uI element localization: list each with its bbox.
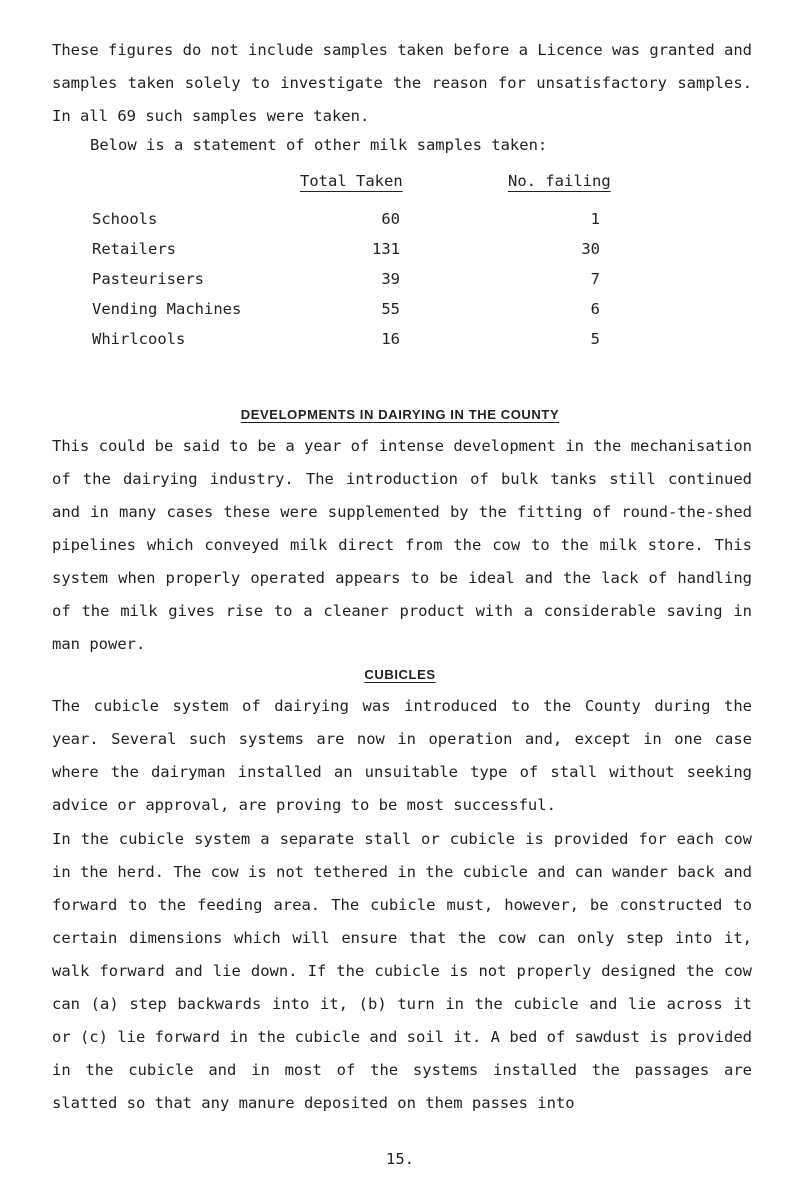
row-total: 60 <box>381 210 400 228</box>
intro-paragraph: These figures do not include samples taken before a Licence was granted and samples taken solely to investigate the reason for unsatisfactory samples. In all 69 such samples were taken. <box>52 41 752 125</box>
row-failing: 5 <box>590 330 600 348</box>
cubicles-heading-text: CUBICLES <box>364 667 436 682</box>
table-row <box>0 240 800 270</box>
header-total-taken: Total Taken <box>300 172 403 190</box>
row-category: Vending Machines <box>92 300 242 318</box>
row-total: 55 <box>381 300 400 318</box>
row-failing: 30 <box>581 240 600 258</box>
page-number: 15. <box>386 1150 414 1168</box>
row-category: Pasteurisers <box>92 270 204 288</box>
row-failing: 6 <box>590 300 600 318</box>
row-total: 16 <box>381 330 400 348</box>
developments-paragraph: This could be said to be a year of intense development in the mechanisation of the dairying industry. The introduction of bulk tanks still continued and in many cases these were supplemented by the fitting of round-the-shed pipelines which conveyed milk direct from the cow to the milk store. This system when properly operated appears to be ideal and the lack of handling of the milk gives rise to a cleaner product with a considerable saving in man power. <box>52 437 752 653</box>
table-row <box>0 330 800 360</box>
row-category: Whirlcools <box>92 330 186 348</box>
table-row <box>0 270 800 300</box>
row-category: Retailers <box>92 240 176 258</box>
row-failing: 1 <box>590 210 600 228</box>
row-total: 39 <box>381 270 400 288</box>
developments-heading-text: DEVELOPMENTS IN DAIRYING IN THE COUNTY <box>240 407 560 422</box>
cubicles-paragraph-2: In the cubicle system a separate stall or cubicle is provided for each cow in the herd. The cow is not tethered in the cubicle and can wander back and forward to the feeding area. The cubicle must, however, be constructed to certain dimensions which will ensure that the cow can only step into it, walk forward and lie down. If the cubicle is not properly designed the cow can (a) step backwards into it, (b) turn in the cubicle and lie across it or (c) lie forward in the cubicle and soil it. A bed of sawdust is provided in the cubicle and in most of the systems installed the passages are slatted so that any manure deposited on them passes into <box>52 830 752 1112</box>
header-no-failing: No. failing <box>508 172 611 190</box>
table-row <box>0 210 800 240</box>
row-failing: 7 <box>590 270 600 288</box>
statement-line: Below is a statement of other milk samples taken: <box>90 136 548 154</box>
cubicles-paragraph-1: The cubicle system of dairying was introduced to the County during the year. Several such systems are now in operation and, except in one case where the dairyman installed an unsuitable type of stall without seeking advice or approval, are proving to be most successful. <box>52 697 752 814</box>
developments-heading <box>0 407 800 422</box>
row-total: 131 <box>372 240 400 258</box>
table-row <box>0 300 800 330</box>
row-category: Schools <box>92 210 158 228</box>
milk-samples-table <box>0 172 800 372</box>
cubicles-heading <box>0 667 800 682</box>
